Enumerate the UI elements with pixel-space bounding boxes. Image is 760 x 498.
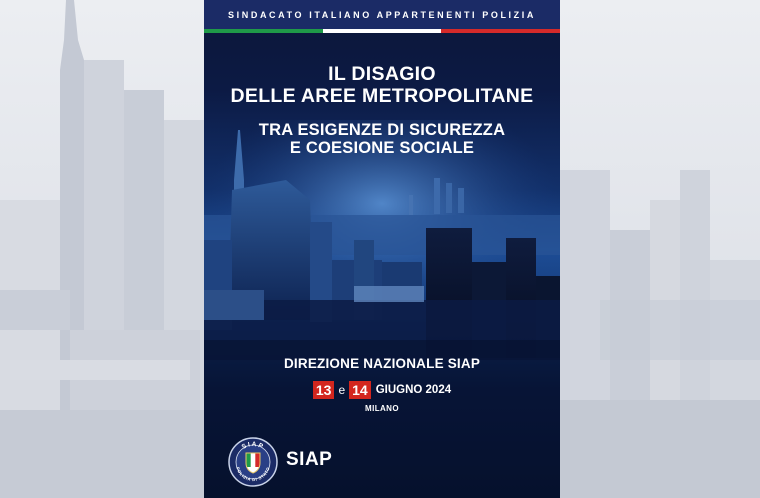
date-day-1: 13 (313, 381, 335, 399)
date-conjunction: e (338, 383, 346, 397)
siap-logo-icon (228, 437, 278, 487)
direzione-nazionale: DIREZIONE NAZIONALE SIAP (283, 356, 481, 371)
date-month-year: GIUGNO 2024 (375, 384, 452, 396)
flag-white (323, 29, 442, 33)
flag-green (204, 29, 323, 33)
italian-flag-stripe (204, 29, 560, 33)
event-date (204, 381, 560, 399)
title-line-2: DELLE AREE METROPOLITANE (230, 85, 534, 107)
subtitle-line-2: E COESIONE SOCIALE (289, 139, 475, 157)
flag-red (441, 29, 560, 33)
event-poster (204, 0, 560, 498)
date-day-2: 14 (349, 381, 371, 399)
event-city: MILANO (365, 404, 399, 413)
organization-name: SINDACATO ITALIANO APPARTENENTI POLIZIA (228, 9, 536, 20)
organization-header (204, 0, 560, 29)
subtitle-line-1: TRA ESIGENZE DI SICUREZZA (258, 121, 506, 139)
svg-text:POLIZIA DI STATO: POLIZIA DI STATO (235, 466, 271, 483)
svg-text:SIAP: SIAP (240, 440, 266, 451)
brand-name: SIAP (286, 449, 333, 470)
title-line-1: IL DISAGIO (328, 63, 436, 85)
